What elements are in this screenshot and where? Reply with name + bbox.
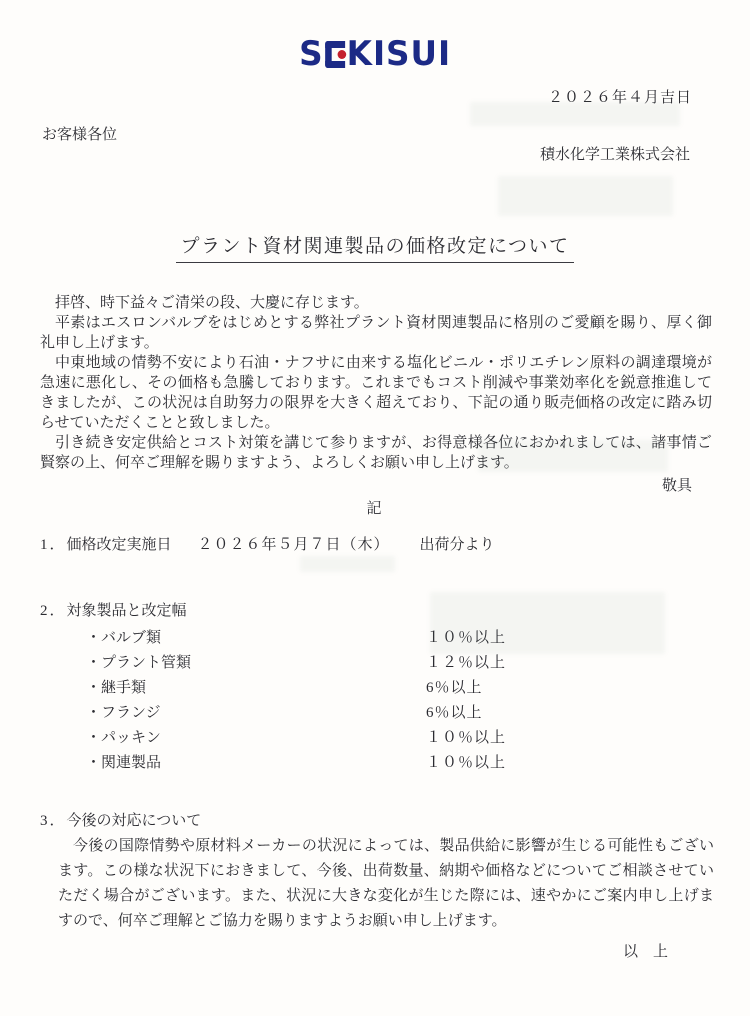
- paragraph-reason: 中東地域の情勢不安により石油・ナフサに由来する塩化ビニル・ポリエチレン原料の調達環境が急速に悪化し、その価格も急騰しております。これまでもコスト削減や事業効率化を鋭意推進してきましたが、この状況は自助努力の限界を大きく超えており、下記の通り販売価格の改定に踏み切らせていただくことと致しました。: [40, 355, 712, 431]
- section2-number: 2．: [40, 603, 67, 619]
- scan-bleed-artifact: [498, 176, 673, 216]
- product-name-text: プラント管類: [101, 655, 192, 671]
- logo-text-prefix: S: [299, 34, 324, 74]
- product-name: [86, 676, 426, 701]
- bullet: ・: [86, 730, 102, 746]
- section2-label: 対象製品と改定幅: [66, 603, 187, 619]
- bullet: ・: [86, 630, 102, 646]
- end-marker-ijou: 以 上: [622, 944, 668, 960]
- revision-rate: １０％以上: [426, 630, 507, 646]
- product-name: [86, 751, 426, 776]
- section1-suffix: 出荷分より: [419, 537, 495, 553]
- section2-header: [40, 601, 750, 621]
- letter-body: [0, 293, 750, 473]
- closing-keigu: 敬具: [661, 478, 692, 494]
- bullet: ・: [86, 705, 102, 721]
- list-item: [40, 701, 750, 726]
- logo-stylized-e-icon: [324, 41, 344, 68]
- issue-date: ２０２６年４月吉日: [547, 90, 692, 106]
- sekisui-logo: [299, 34, 451, 74]
- revision-rate: １２％以上: [426, 655, 507, 671]
- section3-body: 今後の国際情勢や原材料メーカーの状況によっては、製品供給に影響が生じる可能性もございます。この様な状況下におきまして、今後、出荷数量、納期や価格などについてご相談させていただく場合がございます。また、状況に大きな変化が生じた際には、速やかにご案内申し上げますので、何卒ご理解とご協力を賜りますようお願い申し上げます。: [58, 838, 714, 929]
- list-item: [40, 751, 750, 776]
- revision-rate: 6％以上: [426, 705, 483, 721]
- bullet: ・: [86, 655, 102, 671]
- section-revision-date: [0, 535, 750, 555]
- section1-date: ２０２６年５月７日（木）: [197, 537, 390, 553]
- section3-label: 今後の対応について: [66, 813, 202, 829]
- record-marker-ki: 記: [366, 501, 384, 517]
- sender-company: 積水化学工業株式会社: [539, 147, 690, 163]
- revision-rate: １０％以上: [426, 730, 507, 746]
- product-name: [86, 626, 426, 651]
- section3-number: 3．: [40, 813, 67, 829]
- list-item: [40, 726, 750, 751]
- paragraph-request: 引き続き安定供給とコスト対策を講じて参りますが、お得意様各位におかれましては、諸事情ご賢察の上、何卒ご理解を賜りますよう、よろしくお願い申し上げます。: [40, 435, 712, 471]
- paragraph-greeting: 拝啓、時下益々ご清栄の段、大慶に存じます。: [55, 295, 369, 311]
- product-name-text: 関連製品: [101, 755, 162, 771]
- paragraph-thanks: 平素はエスロンバルブをはじめとする弊社プラント資材関連製品に格別のご愛顧を賜り、厚く御礼申し上げます。: [40, 315, 712, 351]
- product-name: [86, 701, 426, 726]
- recipient: お客様各位: [42, 127, 118, 143]
- product-name-text: 継手類: [101, 680, 147, 696]
- section3-header: [40, 811, 714, 831]
- section1-label: 価格改定実施日: [66, 537, 172, 553]
- product-name: [86, 726, 426, 751]
- logo-row: [0, 34, 750, 74]
- list-item: [40, 626, 750, 651]
- section-future-response: [0, 811, 750, 934]
- product-list: [40, 626, 750, 776]
- bullet: ・: [86, 680, 102, 696]
- title-row: [0, 231, 750, 263]
- product-name-text: バルブ類: [101, 630, 162, 646]
- scan-bleed-artifact: [300, 556, 395, 572]
- section-target-products: [0, 601, 750, 776]
- product-name-text: フランジ: [101, 705, 161, 721]
- list-item: [40, 651, 750, 676]
- document-title: プラント資材関連製品の価格改定について: [176, 231, 573, 263]
- section1-number: 1．: [40, 537, 67, 553]
- logo-text-suffix: KISUI: [346, 34, 451, 74]
- revision-rate: １０％以上: [426, 755, 507, 771]
- product-name: [86, 651, 426, 676]
- logo-red-dot-icon: [337, 50, 346, 59]
- product-name-text: パッキン: [101, 730, 161, 746]
- list-item: [40, 676, 750, 701]
- revision-rate: 6％以上: [426, 680, 483, 696]
- bullet: ・: [86, 755, 102, 771]
